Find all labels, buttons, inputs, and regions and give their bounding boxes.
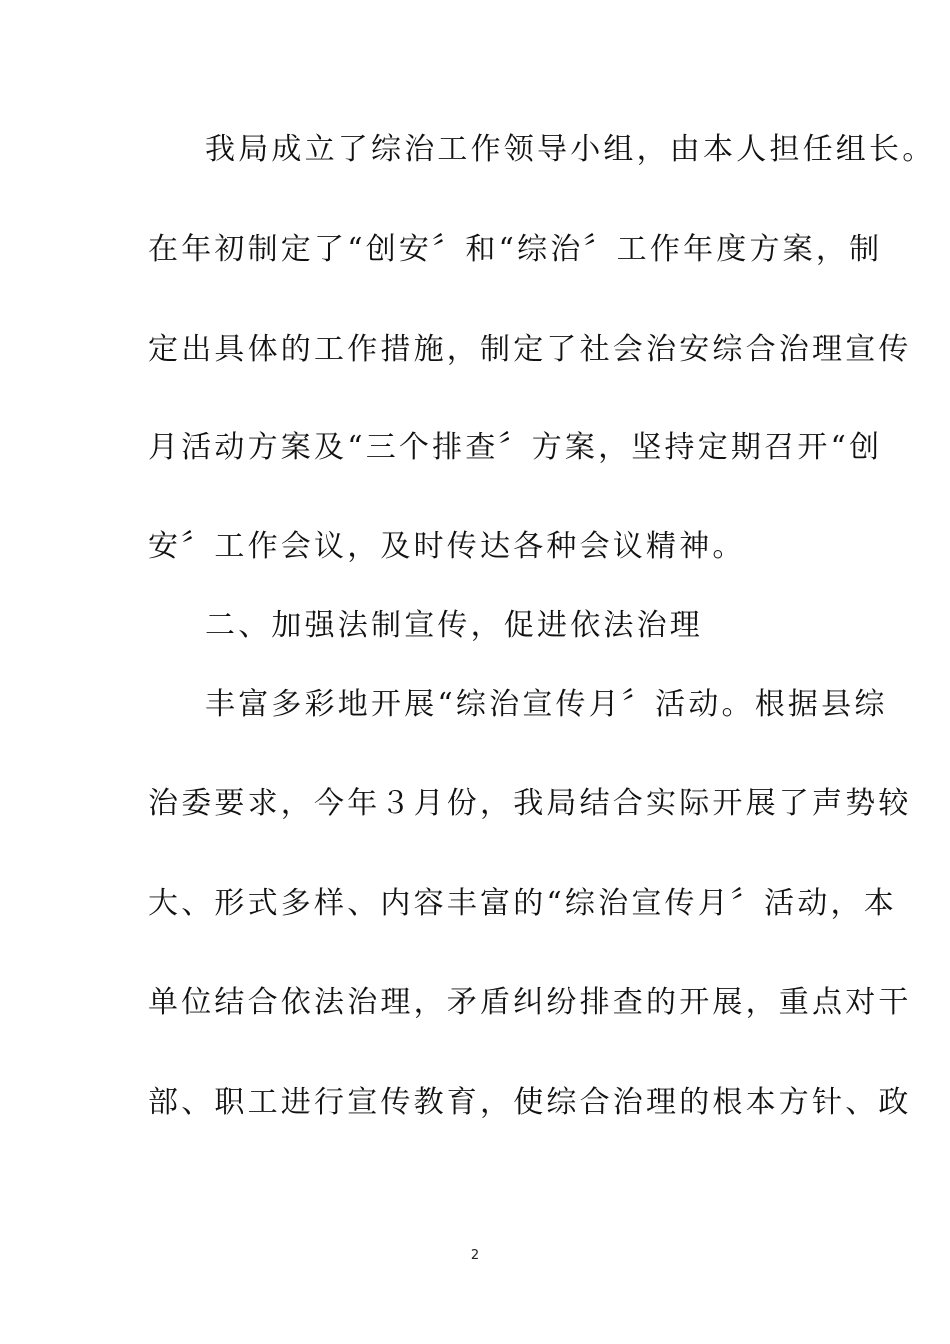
paragraph-line: 月活动方案及“三个排查〞方案，坚持定期召开“创 — [148, 430, 883, 465]
page-number: 2 — [470, 1248, 480, 1263]
paragraph-line: 我局成立了综治工作领导小组，由本人担任组长。 — [205, 132, 936, 167]
paragraph-line: 部、职工进行宣传教育，使综合治理的根本方针、政 — [148, 1085, 912, 1120]
section-heading: 二、加强法制宣传，促进依法治理 — [205, 608, 703, 643]
paragraph-line: 定出具体的工作措施，制定了社会治安综合治理宣传 — [148, 332, 912, 367]
paragraph-line: 大、形式多样、内容丰富的“综治宣传月〞活动，本 — [148, 886, 897, 921]
paragraph-line: 治委要求，今年３月份，我局结合实际开展了声势较 — [148, 786, 912, 821]
paragraph-line: 安〞工作会议，及时传达各种会议精神。 — [148, 529, 746, 564]
paragraph-line: 在年初制定了“创安〞和“综治〞工作年度方案，制 — [148, 232, 883, 267]
paragraph-line: 单位结合依法治理，矛盾纠纷排查的开展，重点对干 — [148, 985, 912, 1020]
paragraph-line: 丰富多彩地开展“综治宣传月〞活动。根据县综 — [205, 687, 888, 722]
